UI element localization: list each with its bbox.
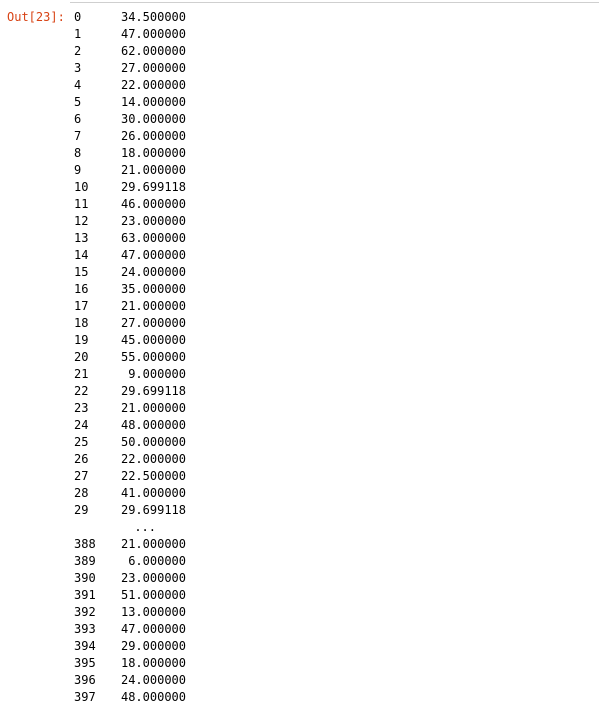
series-value: 29.000000: [120, 639, 186, 653]
series-index: 4: [74, 78, 82, 92]
series-index: 0: [74, 10, 82, 24]
series-index: 392: [74, 605, 96, 619]
series-index: 10: [74, 180, 89, 194]
series-row: [74, 621, 186, 638]
series-value: 22.500000: [120, 469, 186, 483]
series-row: [74, 655, 186, 672]
series-row: [74, 604, 186, 621]
series-row: [74, 145, 186, 162]
series-row: [74, 162, 186, 179]
series-value: 21.000000: [120, 299, 186, 313]
series-row: [74, 502, 186, 519]
series-tail-rows: [74, 536, 186, 706]
series-value: 13.000000: [120, 605, 186, 619]
series-row: [74, 264, 186, 281]
series-value: 55.000000: [120, 350, 186, 364]
series-row: [74, 587, 186, 604]
series-value: 23.000000: [120, 214, 186, 228]
series-index: 11: [74, 197, 89, 211]
series-row: [74, 383, 186, 400]
series-value: 47.000000: [120, 622, 186, 636]
series-index: 19: [74, 333, 89, 347]
series-value: 34.500000: [120, 10, 186, 24]
series-value: 45.000000: [120, 333, 186, 347]
series-value: 22.000000: [120, 452, 186, 466]
series-value: 62.000000: [120, 44, 186, 58]
series-value: 23.000000: [120, 571, 186, 585]
series-row: [74, 247, 186, 264]
series-index: 16: [74, 282, 89, 296]
series-value: 51.000000: [120, 588, 186, 602]
series-row: [74, 94, 186, 111]
series-row: [74, 60, 186, 77]
series-index: 25: [74, 435, 89, 449]
ellipsis-index-spacer: [74, 519, 114, 536]
series-index: 21: [74, 367, 89, 381]
series-index: 3: [74, 61, 82, 75]
series-value: 47.000000: [120, 248, 186, 262]
series-value: 41.000000: [120, 486, 186, 500]
series-row: [74, 553, 186, 570]
series-index: 5: [74, 95, 82, 109]
series-index: 13: [74, 231, 89, 245]
series-index: 1: [74, 27, 82, 41]
series-row: [74, 349, 186, 366]
series-value: 48.000000: [120, 690, 186, 704]
series-row: [74, 366, 186, 383]
series-row: [74, 536, 186, 553]
series-value: 18.000000: [120, 656, 186, 670]
series-value: 29.699118: [120, 384, 186, 398]
series-row: [74, 400, 186, 417]
series-index: 391: [74, 588, 96, 602]
series-row: [74, 281, 186, 298]
series-value: 26.000000: [120, 129, 186, 143]
series-value: 6.000000: [128, 554, 186, 568]
series-value: 27.000000: [120, 316, 186, 330]
series-index: 388: [74, 537, 96, 551]
series-index: 22: [74, 384, 89, 398]
series-row: [74, 179, 186, 196]
series-row: [74, 111, 186, 128]
series-row: [74, 672, 186, 689]
series-value: 27.000000: [120, 61, 186, 75]
series-index: 18: [74, 316, 89, 330]
series-value: 22.000000: [120, 78, 186, 92]
series-index: 26: [74, 452, 89, 466]
series-value: 46.000000: [120, 197, 186, 211]
series-index: 14: [74, 248, 89, 262]
series-index: 28: [74, 486, 89, 500]
series-value: 29.699118: [120, 503, 186, 517]
series-output: [74, 9, 186, 706]
series-value: 24.000000: [120, 673, 186, 687]
series-row: [74, 43, 186, 60]
series-value: 9.000000: [128, 367, 186, 381]
series-index: 397: [74, 690, 96, 704]
series-index: 396: [74, 673, 96, 687]
ellipsis-row: [74, 519, 186, 536]
series-row: [74, 638, 186, 655]
series-row: [74, 570, 186, 587]
series-index: 7: [74, 129, 82, 143]
series-row: [74, 128, 186, 145]
series-index: 23: [74, 401, 89, 415]
series-index: 29: [74, 503, 89, 517]
ellipsis-text: ...: [134, 520, 156, 534]
series-index: 8: [74, 146, 82, 160]
series-index: 27: [74, 469, 89, 483]
series-row: [74, 485, 186, 502]
series-index: 2: [74, 44, 82, 58]
series-value: 47.000000: [120, 27, 186, 41]
cell-top-border: [70, 0, 599, 3]
series-row: [74, 26, 186, 43]
series-row: [74, 230, 186, 247]
series-row: [74, 315, 186, 332]
series-value: 21.000000: [120, 537, 186, 551]
series-row: [74, 213, 186, 230]
series-value: 29.699118: [120, 180, 186, 194]
series-value: 30.000000: [120, 112, 186, 126]
series-index: 393: [74, 622, 96, 636]
series-row: [74, 451, 186, 468]
series-value: 21.000000: [120, 163, 186, 177]
series-index: 24: [74, 418, 89, 432]
series-value: 63.000000: [120, 231, 186, 245]
series-index: 395: [74, 656, 96, 670]
series-row: [74, 77, 186, 94]
series-index: 6: [74, 112, 82, 126]
series-index: 389: [74, 554, 96, 568]
series-index: 390: [74, 571, 96, 585]
series-row: [74, 689, 186, 706]
output-prompt-label: Out[23]:: [7, 10, 65, 24]
series-index: 15: [74, 265, 89, 279]
series-index: 17: [74, 299, 89, 313]
series-value: 35.000000: [120, 282, 186, 296]
series-index: 12: [74, 214, 89, 228]
series-row: [74, 417, 186, 434]
series-head-rows: [74, 9, 186, 519]
series-row: [74, 434, 186, 451]
series-value: 50.000000: [120, 435, 186, 449]
series-value: 18.000000: [120, 146, 186, 160]
series-row: [74, 196, 186, 213]
series-row: [74, 9, 186, 26]
series-row: [74, 298, 186, 315]
series-index: 20: [74, 350, 89, 364]
series-row: [74, 468, 186, 485]
series-value: 24.000000: [120, 265, 186, 279]
series-index: 9: [74, 163, 82, 177]
series-index: 394: [74, 639, 96, 653]
series-value: 21.000000: [120, 401, 186, 415]
series-value: 48.000000: [120, 418, 186, 432]
series-value: 14.000000: [120, 95, 186, 109]
series-row: [74, 332, 186, 349]
